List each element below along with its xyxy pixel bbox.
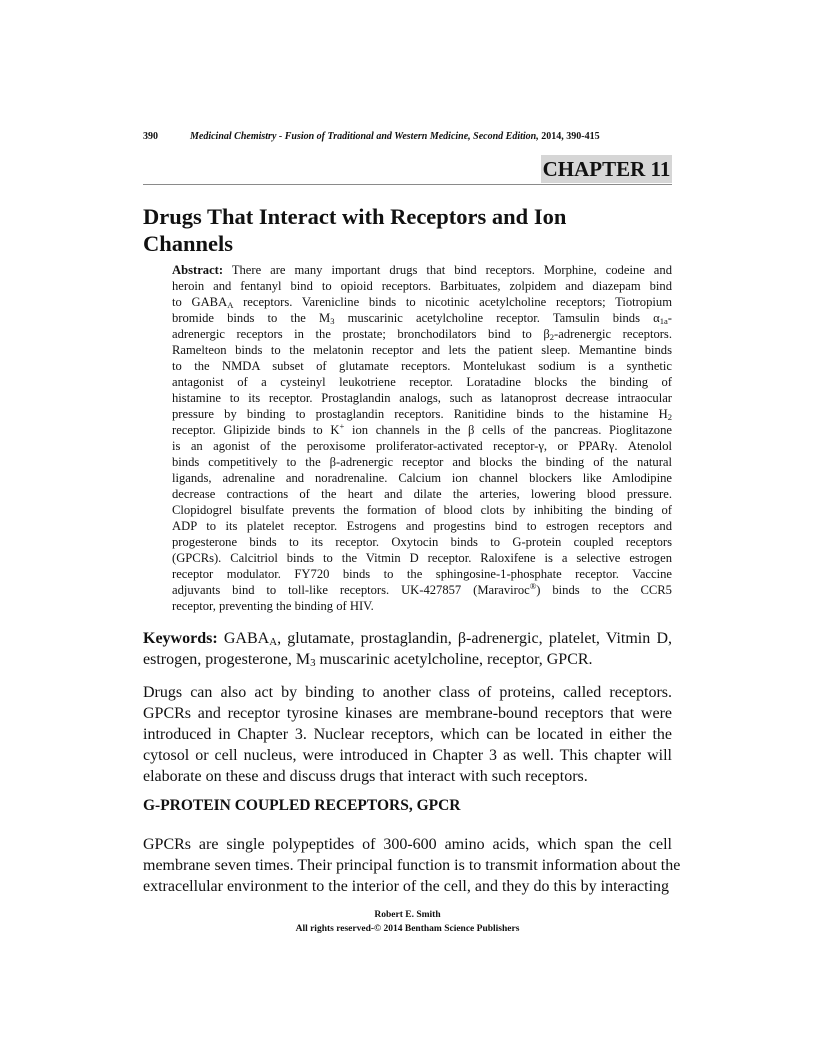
subscript-run: 1a bbox=[659, 316, 668, 326]
text-line bbox=[172, 262, 672, 278]
text-line bbox=[143, 649, 672, 670]
source-citation-year: 2014, 390-415 bbox=[538, 131, 600, 142]
text-run: to GABA bbox=[172, 295, 228, 309]
text-line bbox=[143, 703, 672, 724]
text-line bbox=[172, 454, 672, 470]
text-run: - bbox=[667, 311, 672, 325]
text-run: pressure by binding to prostaglandin receptors. Ranitidine binds to the histamine H bbox=[172, 407, 668, 421]
subscript-run: 2 bbox=[549, 332, 555, 342]
text-line bbox=[172, 470, 672, 486]
text-run: binds competitively to the β-adrenergic receptor and blocks the binding of the natural bbox=[172, 455, 672, 469]
text-line bbox=[172, 326, 672, 342]
text-run: membrane seven times. Their principal function is to transmit information about the bbox=[143, 857, 681, 874]
chapter-title-line: Drugs That Interact with Receptors and Ion bbox=[143, 204, 567, 229]
text-line bbox=[172, 374, 672, 390]
text-run: heroin and fentanyl bind to opioid receptors. Barbituates, zolpidem and diazepam bind bbox=[172, 279, 672, 293]
text-line bbox=[143, 628, 672, 649]
text-run: (GPCRs). Calcitriol binds to the Vitmin D receptor. Raloxifene is a selective estrogen bbox=[172, 551, 672, 565]
text-line bbox=[172, 598, 672, 614]
text-run: elaborate on these and discuss drugs that interact with such receptors. bbox=[143, 768, 588, 785]
subscript-run: 3 bbox=[330, 316, 335, 326]
text-run: ) binds to the CCR5 bbox=[536, 583, 672, 597]
text-run: to the NMDA subset of glutamate receptors. Montelukast sodium is a synthetic bbox=[172, 359, 672, 373]
text-line bbox=[143, 724, 672, 745]
header-divider bbox=[143, 184, 672, 185]
text-line bbox=[172, 294, 672, 310]
text-line bbox=[143, 855, 681, 876]
text-run: introduced in Chapter 3. Nuclear receptors, which can be located in either the bbox=[143, 726, 672, 743]
subscript-run: 3 bbox=[310, 657, 316, 669]
footer-author: Robert E. Smith bbox=[374, 910, 441, 920]
subscript-run: A bbox=[227, 300, 234, 310]
text-run: decrease contractions of the heart and dilate the arteries, lowering blood pressure. bbox=[172, 487, 672, 501]
footer-copyright: All rights reserved-© 2014 Bentham Science Publishers bbox=[295, 924, 520, 934]
supscript-run: + bbox=[339, 421, 345, 431]
text-line bbox=[172, 406, 672, 422]
running-header bbox=[143, 131, 600, 142]
text-run: bromide binds to the M bbox=[172, 311, 331, 325]
text-run: estrogen, progesterone, M bbox=[143, 651, 311, 668]
text-run: receptors. Varenicline binds to nicotinic acetylcholine receptors; Tiotropium bbox=[233, 295, 672, 309]
text-line bbox=[143, 766, 672, 787]
text-run: GPCRs and receptor tyrosine kinases are membrane-bound receptors that were bbox=[143, 705, 672, 722]
text-run: adjuvants bind to toll-like receptors. UK-427857 (Maraviroc bbox=[172, 583, 530, 597]
text-line bbox=[172, 550, 672, 566]
text-line bbox=[172, 438, 672, 454]
text-line bbox=[172, 422, 672, 438]
supscript-run: ® bbox=[529, 581, 537, 591]
text-line bbox=[143, 682, 672, 703]
text-line bbox=[143, 745, 672, 766]
text-run: There are many important drugs that bind receptors. Morphine, codeine and bbox=[223, 263, 672, 277]
text-run: muscarinic acetylcholine, receptor, GPCR. bbox=[315, 651, 593, 668]
text-run: muscarinic acetylcholine receptor. Tamsulin binds α bbox=[334, 311, 660, 325]
text-run: -adrenergic receptors. bbox=[554, 327, 672, 341]
subscript-run: 2 bbox=[667, 412, 672, 422]
text-run: receptor. Glipizide binds to K bbox=[172, 423, 340, 437]
text-line bbox=[172, 342, 672, 358]
chapter-label: CHAPTER 11 bbox=[542, 157, 671, 181]
abstract bbox=[172, 262, 672, 614]
text-line bbox=[172, 486, 672, 502]
text-run: receptor, preventing the binding of HIV. bbox=[172, 599, 374, 613]
subscript-run: A bbox=[269, 636, 278, 648]
text-run: extracellular environment to the interior of the cell, and they do this by interacting bbox=[143, 878, 670, 895]
text-run: cytosol or cell nucleus, were introduced in Chapter 3 as well. This chapter will bbox=[143, 747, 672, 764]
text-run: ADP to its platelet receptor. Estrogens and progestins bind to estrogen receptors and bbox=[172, 519, 672, 533]
text-line bbox=[172, 518, 672, 534]
text-run: Drugs can also act by binding to another class of proteins, called receptors. bbox=[143, 684, 672, 701]
text-run: GABA bbox=[217, 630, 270, 647]
intro-paragraph bbox=[143, 682, 672, 787]
text-line bbox=[172, 390, 672, 406]
page-number: 390 bbox=[143, 131, 158, 142]
text-run: adrenergic receptors in the prostate; bronchodilators bind to β bbox=[172, 327, 550, 341]
text-run: is an agonist of the peroxisome proliferator-activated receptor-γ, or PPARγ. Atenolol bbox=[172, 439, 672, 453]
text-line bbox=[172, 534, 672, 550]
text-run: Clopidogrel bisulfate prevents the formation of blood clots by inhibiting the binding of bbox=[172, 503, 672, 517]
text-line bbox=[172, 310, 672, 326]
text-run: ion channels in the β cells of the pancreas. Pioglitazone bbox=[344, 423, 672, 437]
source-citation: Medicinal Chemistry - Fusion of Traditional and Western Medicine, Second Edition, bbox=[190, 131, 539, 142]
text-line bbox=[172, 358, 672, 374]
chapter-title bbox=[143, 203, 672, 257]
page-footer bbox=[143, 908, 672, 936]
section-heading: G-PROTEIN COUPLED RECEPTORS, GPCR bbox=[143, 797, 461, 814]
text-line bbox=[143, 834, 672, 855]
gpcr-paragraph bbox=[143, 834, 681, 897]
label-run: Abstract: bbox=[172, 263, 224, 277]
label-run: Keywords: bbox=[143, 630, 218, 647]
text-line bbox=[172, 582, 672, 598]
text-run: ligands, adrenaline and noradrenaline. Calcium ion channel blockers like Amlodipine bbox=[172, 471, 672, 485]
text-run: receptor modulator. FY720 binds to the sphingosine-1-phosphate receptor. Vaccine bbox=[172, 567, 672, 581]
text-run: antagonist of a cysteinyl leukotriene receptor. Loratadine blocks the binding of bbox=[172, 375, 672, 389]
keywords bbox=[143, 628, 672, 670]
text-run: Ramelteon binds to the melatonin receptor and lets the patient sleep. Memantine binds bbox=[172, 343, 672, 357]
chapter-title-line: Channels bbox=[143, 231, 234, 256]
text-line bbox=[172, 566, 672, 582]
text-run: GPCRs are single polypeptides of 300-600 amino acids, which span the cell bbox=[143, 836, 672, 853]
text-line bbox=[172, 502, 672, 518]
text-run: , glutamate, prostaglandin, β-adrenergic, platelet, Vitmin D, bbox=[277, 630, 672, 647]
text-line bbox=[143, 876, 672, 897]
text-run: histamine to its receptor. Prostaglandin analogs, such as latanoprost decrease intraocular bbox=[172, 391, 672, 405]
text-run: progesterone binds to its receptor. Oxytocin binds to G-protein coupled receptors bbox=[172, 535, 672, 549]
text-line bbox=[172, 278, 672, 294]
